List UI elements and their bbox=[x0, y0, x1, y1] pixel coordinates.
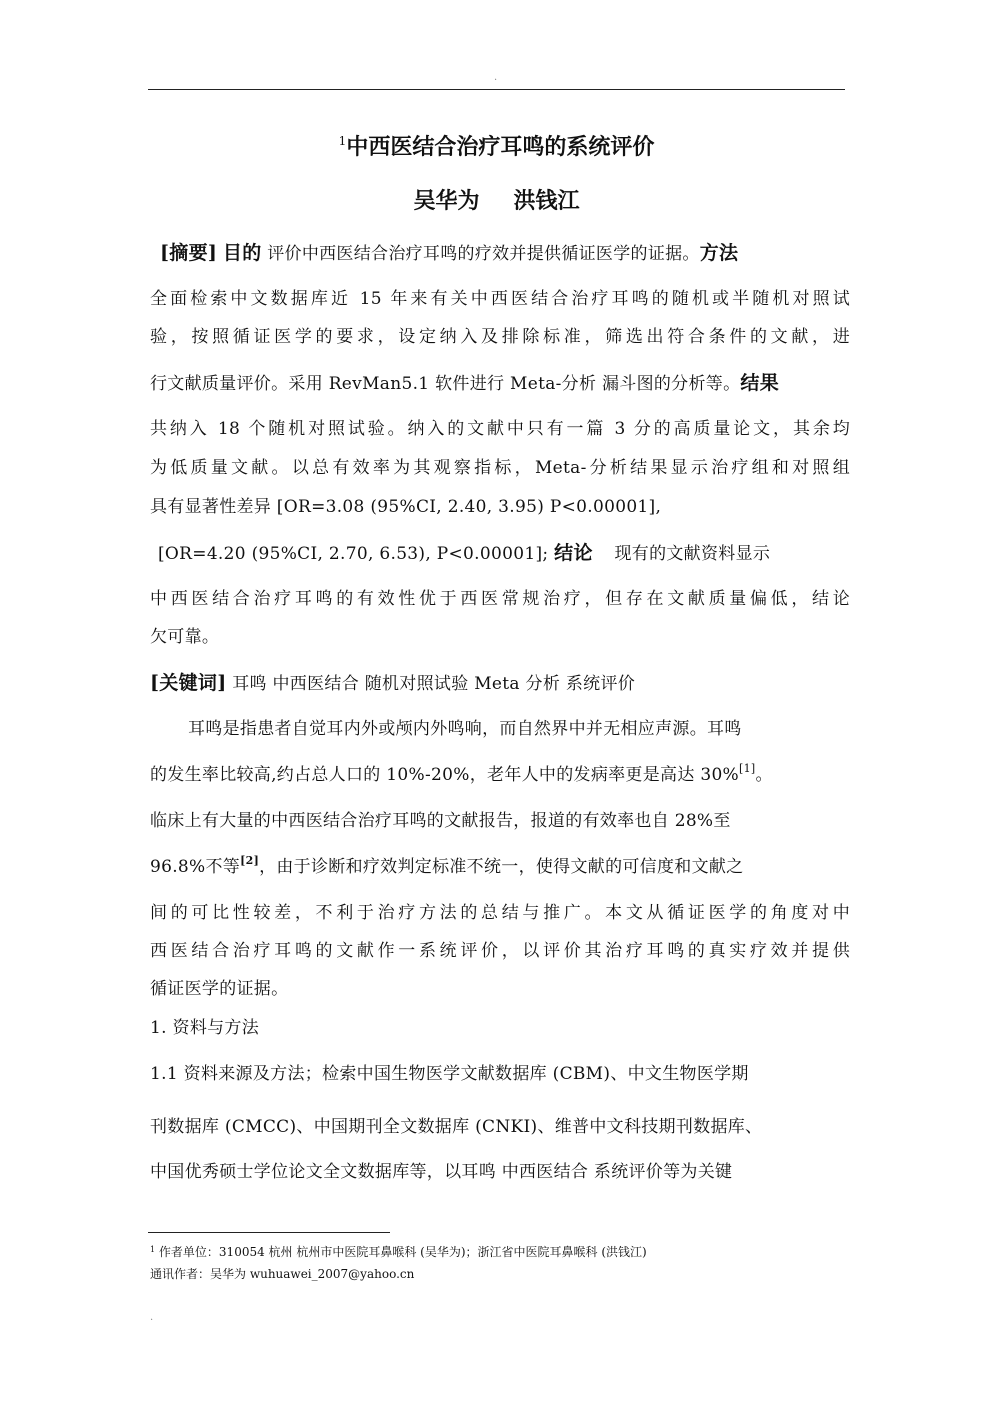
intro-line-2 bbox=[150, 760, 850, 790]
results-line-4: [OR=4.20 (95%CI, 2.70, 6.53), P<0.00001]; bbox=[158, 544, 549, 564]
footnote-line-2: 通讯作者：吴华为 wuhuawei_2007@yahoo.cn bbox=[150, 1267, 415, 1281]
section-1-heading: 1. 资料与方法 bbox=[150, 1018, 260, 1038]
intro-line-1: 耳鸣是指患者自觉耳内外或颅内外鸣响，而自然界中并无相应声源。耳鸣 bbox=[188, 719, 742, 739]
intro-line-3: 临床上有大量的中西医结合治疗耳鸣的文献报告，报道的有效率也自 28%至 bbox=[150, 811, 731, 831]
author-1: 吴华为 bbox=[413, 188, 480, 214]
results-line-2: 为低质量文献。以总有效率为其观察指标，Meta-分析结果显示治疗组和对照组 bbox=[150, 458, 850, 478]
methods-line-1: 全面检索中文数据库近 15 年来有关中西医结合治疗耳鸣的随机或半随机对照试 bbox=[150, 289, 850, 309]
keywords-line bbox=[150, 668, 850, 698]
keywords-text: 耳鸣 中西医结合 随机对照试验 Meta 分析 系统评价 bbox=[232, 674, 636, 694]
objective-label: 目的 bbox=[222, 242, 262, 264]
results-label: 结果 bbox=[740, 372, 779, 394]
intro-line-7: 循证医学的证据。 bbox=[150, 979, 289, 999]
intro-line-4 bbox=[150, 852, 850, 882]
footer-dot: . bbox=[150, 1312, 154, 1323]
citation-2: [2] bbox=[240, 854, 260, 867]
author-2: 洪钱江 bbox=[513, 188, 580, 214]
results-line-1: 共纳入 18 个随机对照试验。纳入的文献中只有一篇 3 分的高质量论文，其余均 bbox=[150, 419, 850, 439]
conclusion-line-3: 欠可靠。 bbox=[150, 627, 220, 647]
header-dot: . bbox=[494, 72, 498, 83]
title-text: 中西医结合治疗耳鸣的系统评价 bbox=[346, 134, 655, 160]
footnote-line-1 bbox=[150, 1243, 647, 1260]
footnote-affiliation: 作者单位：310054 杭州 杭州市中医院耳鼻喉科 (吴华为)；浙江省中医院耳鼻喉科 (洪钱江) bbox=[158, 1245, 647, 1259]
abstract-line-1 bbox=[160, 238, 850, 268]
keywords-label: [关键词] bbox=[150, 672, 227, 694]
methods-line-3: 行文献质量评价。采用 RevMan5.1 软件进行 Meta-分析 漏斗图的分析等。 bbox=[150, 374, 741, 394]
intro-line-4-start: 96.8%不等 bbox=[150, 857, 241, 877]
footnote-marker: 1 bbox=[150, 1245, 156, 1254]
abstract-label: [摘要] bbox=[160, 242, 218, 264]
footnote-rule bbox=[148, 1232, 390, 1233]
results-conclusion-line bbox=[158, 538, 858, 568]
citation-1: [1] bbox=[739, 762, 756, 775]
intro-line-2-text: 的发生率比较高,约占总人口的 10%-20%，老年人中的发病率更是高达 30% bbox=[150, 765, 740, 785]
conclusion-line-2: 中西医结合治疗耳鸣的有效性优于西医常规治疗，但存在文献质量偏低，结论 bbox=[150, 589, 850, 609]
conclusion-label: 结论 bbox=[554, 542, 593, 564]
header-rule bbox=[148, 89, 845, 90]
intro-line-5: 间的可比性较差，不利于治疗方法的总结与推广。本文从循证医学的角度对中 bbox=[150, 903, 850, 923]
author-list bbox=[0, 184, 993, 215]
objective-text: 评价中西医结合治疗耳鸣的疗效并提供循证医学的证据。 bbox=[267, 244, 700, 264]
methods-line-2: 验，按照循证医学的要求，设定纳入及排除标准，筛选出符合条件的文献，进 bbox=[150, 327, 850, 347]
intro-line-2-end: 。 bbox=[755, 765, 773, 785]
results-line-3: 具有显著性差异 [OR=3.08 (95%CI, 2.40, 3.95) P<0.00001], bbox=[150, 497, 662, 517]
title-footnote-marker: 1 bbox=[338, 134, 347, 148]
section-1-1-line-1: 1.1 资料来源及方法；检索中国生物医学文献数据库 (CBM)、中文生物医学期 bbox=[150, 1064, 749, 1084]
methods-results-line bbox=[150, 368, 850, 398]
section-1-1-line-2: 刊数据库 (CMCC)、中国期刊全文数据库 (CNKI)、维普中文科技期刊数据库、 bbox=[150, 1117, 763, 1137]
conclusion-line-1: 现有的文献资料显示 bbox=[614, 544, 771, 564]
intro-line-6: 西医结合治疗耳鸣的文献作一系统评价，以评价其治疗耳鸣的真实疗效并提供 bbox=[150, 941, 850, 961]
methods-label: 方法 bbox=[699, 242, 739, 264]
intro-line-4-end: ，由于诊断和疗效判定标准不统一，使得文献的可信度和文献之 bbox=[259, 857, 744, 877]
section-1-1-line-3: 中国优秀硕士学位论文全文数据库等，以耳鸣 中西医结合 系统评价等为关键 bbox=[150, 1162, 733, 1182]
paper-title bbox=[0, 130, 993, 161]
